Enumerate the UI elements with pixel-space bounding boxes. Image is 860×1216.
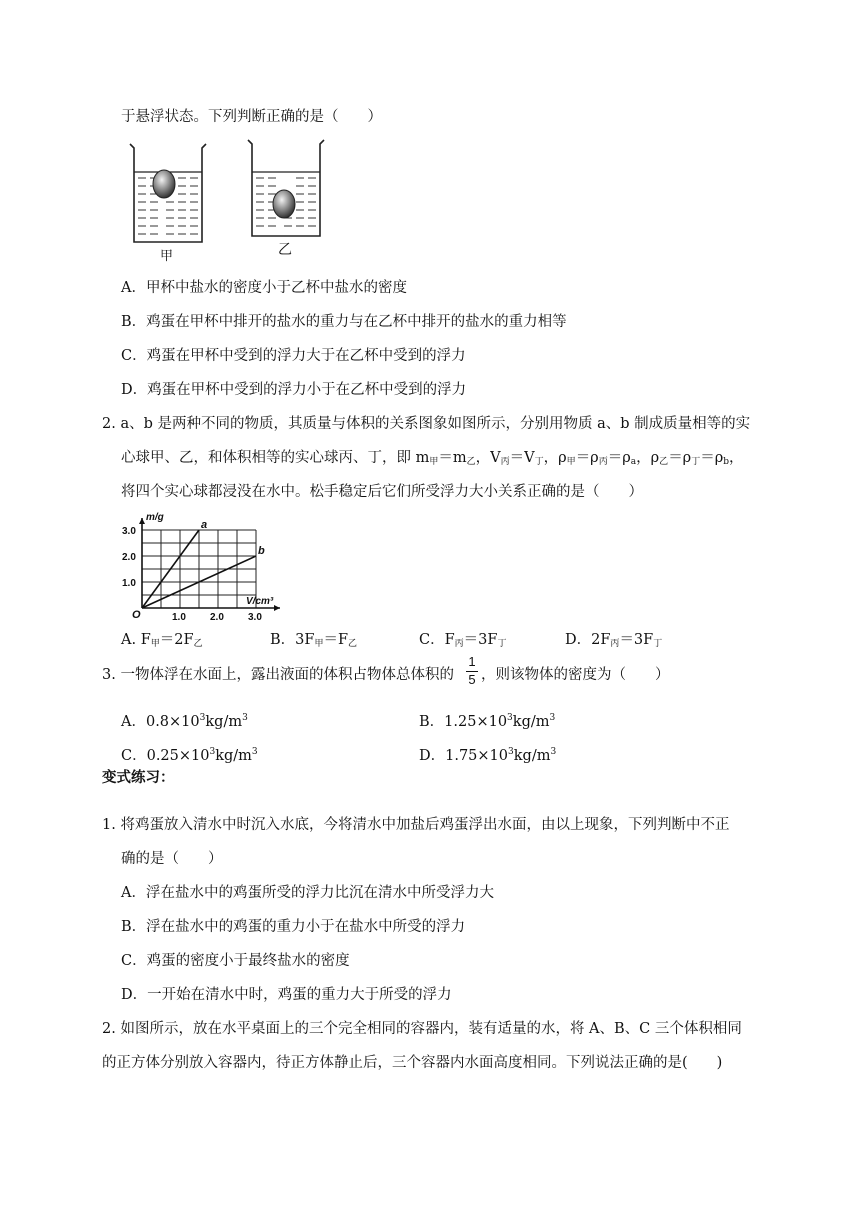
x-tick-label: 3.0 <box>248 612 262 620</box>
beaker-figure <box>124 138 344 268</box>
p1-line1: 1. 将鸡蛋放入清水中时沉入水底，今将清水中加盐后鸡蛋浮出水面，由以上现象，下列判断中不正 <box>102 817 730 833</box>
q2-option-b: B．$3F_甲=F_乙$ <box>270 632 358 649</box>
p2-line1: 2. 如图所示，放在水平桌面上的三个完全相同的容器内，装有适量的水，将 A、B、C 三个体积相同 <box>102 1021 742 1037</box>
x-axis-arrow <box>274 605 280 611</box>
egg-yi <box>273 190 295 218</box>
q3-stem-pre: 3. 一物体浮在水面上，露出液面的体积占物体总体积的 <box>102 667 454 683</box>
q3-option-c: C．$0.25\times 10^3kg/m^3$ <box>121 747 258 764</box>
q1-option-a: A．甲杯中盐水的密度小于乙杯中盐水的密度 <box>121 280 407 296</box>
practice-heading: 变式练习： <box>102 769 175 786</box>
y-axis-label: m/g <box>146 512 164 523</box>
q3-option-d: D．$1.75\times 10^3kg/m^3$ <box>419 747 557 764</box>
label-jia: 甲 <box>160 248 174 263</box>
q3-stem-post: ，则该物体的密度为（ ） <box>481 667 670 683</box>
y-tick-label: 1.0 <box>122 578 136 589</box>
q1-option-b: B．鸡蛋在甲杯中排开的盐水的重力与在乙杯中排开的盐水的重力相等 <box>121 314 567 330</box>
q3-option-a: A．$0.8\times 10^3kg/m^3$ <box>121 713 248 730</box>
p1-option-c: C．鸡蛋的密度小于最终盐水的密度 <box>121 953 350 969</box>
p1-line2: 确的是（ ） <box>121 851 223 867</box>
q1-stem-tail: 于悬浮状态。下列判断正确的是（ ） <box>121 109 382 125</box>
p1-option-b: B．浮在盐水中的鸡蛋的重力小于在盐水中所受的浮力 <box>121 919 466 935</box>
y-axis-arrow <box>139 518 145 524</box>
beaker-yi <box>248 140 324 236</box>
y-tick-label: 2.0 <box>122 552 136 563</box>
series-label-b: b <box>258 545 265 557</box>
q2-line1: 2. a、b 是两种不同的物质，其质量与体积的关系图象如图所示，分别用物质 a、b 制成质量相等的实 <box>102 416 751 432</box>
p1-option-a: A．浮在盐水中的鸡蛋所受的浮力比沉在清水中所受浮力大 <box>121 885 494 901</box>
q1-option-d: D．鸡蛋在甲杯中受到的浮力小于在乙杯中受到的浮力 <box>121 382 467 398</box>
x-tick-label: 2.0 <box>210 612 224 620</box>
q3-frac-den: 5 <box>468 672 476 687</box>
p1-option-d: D．一开始在清水中时，鸡蛋的重力大于所受的浮力 <box>121 987 452 1003</box>
q2-option-c: C．$F_丙=3F_丁$ <box>419 632 507 649</box>
q3-option-b: B．$1.25\times 10^3kg/m^3$ <box>419 713 556 730</box>
q1-option-c: C．鸡蛋在甲杯中受到的浮力大于在乙杯中受到的浮力 <box>121 348 466 364</box>
mass-volume-chart <box>120 508 280 620</box>
egg-jia <box>153 170 175 198</box>
q2-option-a: A. $F_甲=2F_乙$ <box>121 632 203 649</box>
x-tick-label: 1.0 <box>172 612 186 620</box>
q2-option-d: D．$2F_丙=3F_丁$ <box>565 632 663 649</box>
p2-line2: 的正方体分别放入容器内，待正方体静止后，三个容器内水面高度相同。下列说法正确的是( ) <box>102 1055 723 1071</box>
q3-frac-num: 1 <box>468 654 476 669</box>
beaker-jia <box>130 144 206 242</box>
label-yi: 乙 <box>278 241 292 257</box>
q2-line2: 心球甲、乙，和体积相等的实心球丙、丁，即 $m_甲=m_乙$，$V_丙=V_丁$，$\rho_甲=\rho_丙=\rho_a$，$\rho_乙=\rho_丁=\rho_b$， <box>121 450 744 467</box>
q2-line3: 将四个实心球都浸没在水中。松手稳定后它们所受浮力大小关系正确的是（ ） <box>121 484 643 500</box>
origin-label: O <box>132 609 141 620</box>
series-label-a: a <box>201 519 208 531</box>
x-axis-label: V/cm³ <box>246 596 274 607</box>
y-tick-label: 3.0 <box>122 526 136 537</box>
